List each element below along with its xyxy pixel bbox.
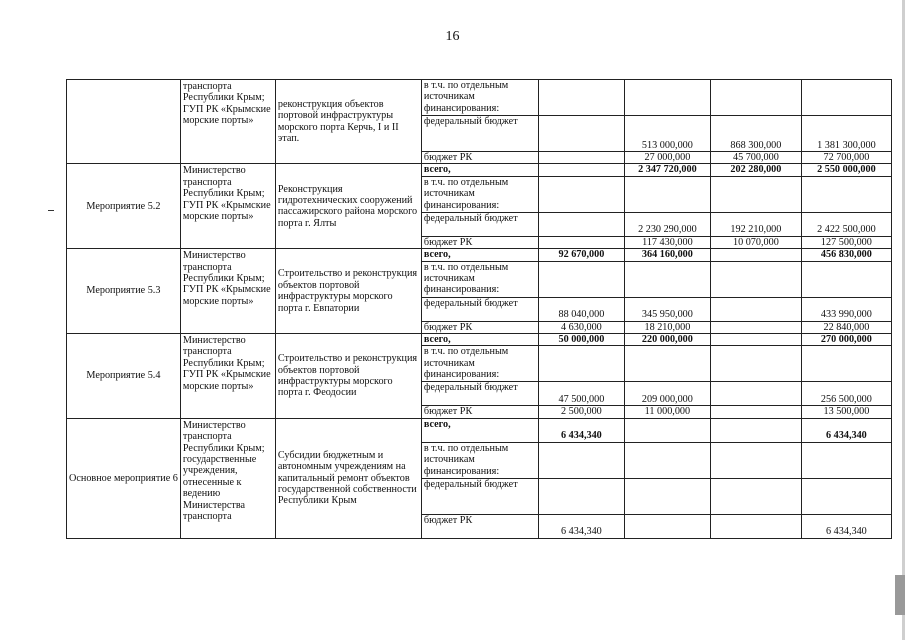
amount-cell: 22 840,000 [801,321,891,333]
amount-cell [710,80,801,116]
measure-cell: Мероприятие 5.3 [67,249,181,334]
amount-cell: 192 210,000 [710,212,801,236]
amount-cell [624,514,710,538]
table-row [67,334,892,346]
table-row [67,164,892,176]
amount-cell: 18 210,000 [624,321,710,333]
amount-cell [538,116,624,152]
source-label-cell: бюджет РК [421,321,538,333]
amount-cell [624,418,710,442]
measure-cell: Мероприятие 5.4 [67,334,181,419]
amount-cell [538,346,624,382]
description-cell: реконструкция объектов портовой инфраструктуры морского порта Керчь, I и II этап. [275,80,421,164]
amount-cell: 364 160,000 [624,249,710,261]
table-row [67,418,892,442]
amount-cell [710,442,801,478]
amount-cell: 50 000,000 [538,334,624,346]
amount-cell: 4 630,000 [538,321,624,333]
amount-cell: 47 500,000 [538,382,624,406]
amount-cell: 6 434,340 [538,514,624,538]
amount-cell: 1 381 300,000 [801,116,891,152]
amount-cell [538,442,624,478]
amount-cell: 6 434,340 [538,418,624,442]
amount-cell [538,236,624,248]
amount-cell [624,176,710,212]
amount-cell [538,261,624,297]
amount-cell [710,297,801,321]
amount-cell [538,176,624,212]
amount-cell: 209 000,000 [624,382,710,406]
source-label-cell: бюджет РК [421,406,538,418]
amount-cell: 72 700,000 [801,152,891,164]
amount-cell [624,478,710,514]
amount-cell: 10 070,000 [710,236,801,248]
amount-cell [710,406,801,418]
source-label-cell: федеральный бюджет [421,478,538,514]
executor-cell: транспорта Республики Крым; ГУП РК «Крымские морские порты» [180,80,275,164]
scan-mark [895,575,905,615]
amount-cell [624,80,710,116]
amount-cell: 2 230 290,000 [624,212,710,236]
amount-cell: 13 500,000 [801,406,891,418]
amount-cell: 513 000,000 [624,116,710,152]
description-cell: Строительство и реконструкция объектов портовой инфраструктуры морского порта г. Феодосии [275,334,421,419]
amount-cell: 2 347 720,000 [624,164,710,176]
amount-cell: 6 434,340 [801,418,891,442]
description-cell: Реконструкция гидротехнических сооружений пассажирского района морского порта г. Ялты [275,164,421,249]
source-label-cell: всего, [421,334,538,346]
amount-cell [801,261,891,297]
amount-cell [624,261,710,297]
amount-cell [710,418,801,442]
amount-cell [710,176,801,212]
amount-cell [710,321,801,333]
executor-cell: Министерство транспорта Республики Крым; ГУП РК «Крымские морские порты» [180,249,275,334]
description-cell: Строительство и реконструкция объектов портовой инфраструктуры морского порта г. Евпатории [275,249,421,334]
source-label-cell: всего, [421,164,538,176]
source-label-cell: в т.ч. по отдельным источникам финансирования: [421,176,538,212]
source-label-cell: бюджет РК [421,514,538,538]
amount-cell [538,80,624,116]
amount-cell [710,346,801,382]
source-label-cell: в т.ч. по отдельным источникам финансирования: [421,261,538,297]
amount-cell: 270 000,000 [801,334,891,346]
source-label-cell: всего, [421,418,538,442]
amount-cell: 220 000,000 [624,334,710,346]
amount-cell: 202 280,000 [710,164,801,176]
page-number: 16 [445,29,460,44]
amount-cell: 11 000,000 [624,406,710,418]
amount-cell [801,80,891,116]
table-row [67,249,892,261]
amount-cell: 92 670,000 [538,249,624,261]
amount-cell: 127 500,000 [801,236,891,248]
amount-cell: 2 422 500,000 [801,212,891,236]
source-label-cell: федеральный бюджет [421,382,538,406]
source-label-cell: федеральный бюджет [421,116,538,152]
amount-cell [538,152,624,164]
amount-cell [710,478,801,514]
measure-cell: Мероприятие 5.2 [67,164,181,249]
amount-cell [710,514,801,538]
amount-cell [801,176,891,212]
measure-cell: Основное мероприятие 6 [67,418,181,538]
amount-cell: 6 434,340 [801,514,891,538]
description-cell: Субсидии бюджетным и автономным учреждениям на капитальный ремонт объектов государственной собственности Республики Крым [275,418,421,538]
amount-cell: 456 830,000 [801,249,891,261]
amount-cell [801,346,891,382]
amount-cell [710,334,801,346]
measure-cell [67,80,181,164]
source-label-cell: в т.ч. по отдельным источникам финансирования: [421,346,538,382]
amount-cell [538,212,624,236]
margin-dash [48,210,54,211]
amount-cell [710,249,801,261]
amount-cell: 2 500,000 [538,406,624,418]
amount-cell [801,442,891,478]
amount-cell [538,478,624,514]
source-label-cell: федеральный бюджет [421,297,538,321]
amount-cell: 345 950,000 [624,297,710,321]
amount-cell: 868 300,000 [710,116,801,152]
amount-cell: 117 430,000 [624,236,710,248]
source-label-cell: всего, [421,249,538,261]
amount-cell [710,261,801,297]
executor-cell: Министерство транспорта Республики Крым; государственные учреждения, отнесенные к ведению Министерства транспорта [180,418,275,538]
amount-cell [801,478,891,514]
executor-cell: Министерство транспорта Республики Крым; ГУП РК «Крымские морские порты» [180,164,275,249]
amount-cell: 45 700,000 [710,152,801,164]
financing-table [66,79,892,539]
source-label-cell: бюджет РК [421,236,538,248]
amount-cell [710,382,801,406]
executor-cell: Министерство транспорта Республики Крым; ГУП РК «Крымские морские порты» [180,334,275,419]
source-label-cell: бюджет РК [421,152,538,164]
amount-cell: 433 990,000 [801,297,891,321]
source-label-cell: в т.ч. по отдельным источникам финансирования: [421,80,538,116]
amount-cell: 256 500,000 [801,382,891,406]
table-row [67,80,892,116]
source-label-cell: в т.ч. по отдельным источникам финансирования: [421,442,538,478]
source-label-cell: федеральный бюджет [421,212,538,236]
amount-cell: 2 550 000,000 [801,164,891,176]
amount-cell [538,164,624,176]
amount-cell: 27 000,000 [624,152,710,164]
amount-cell [624,346,710,382]
amount-cell [624,442,710,478]
amount-cell: 88 040,000 [538,297,624,321]
